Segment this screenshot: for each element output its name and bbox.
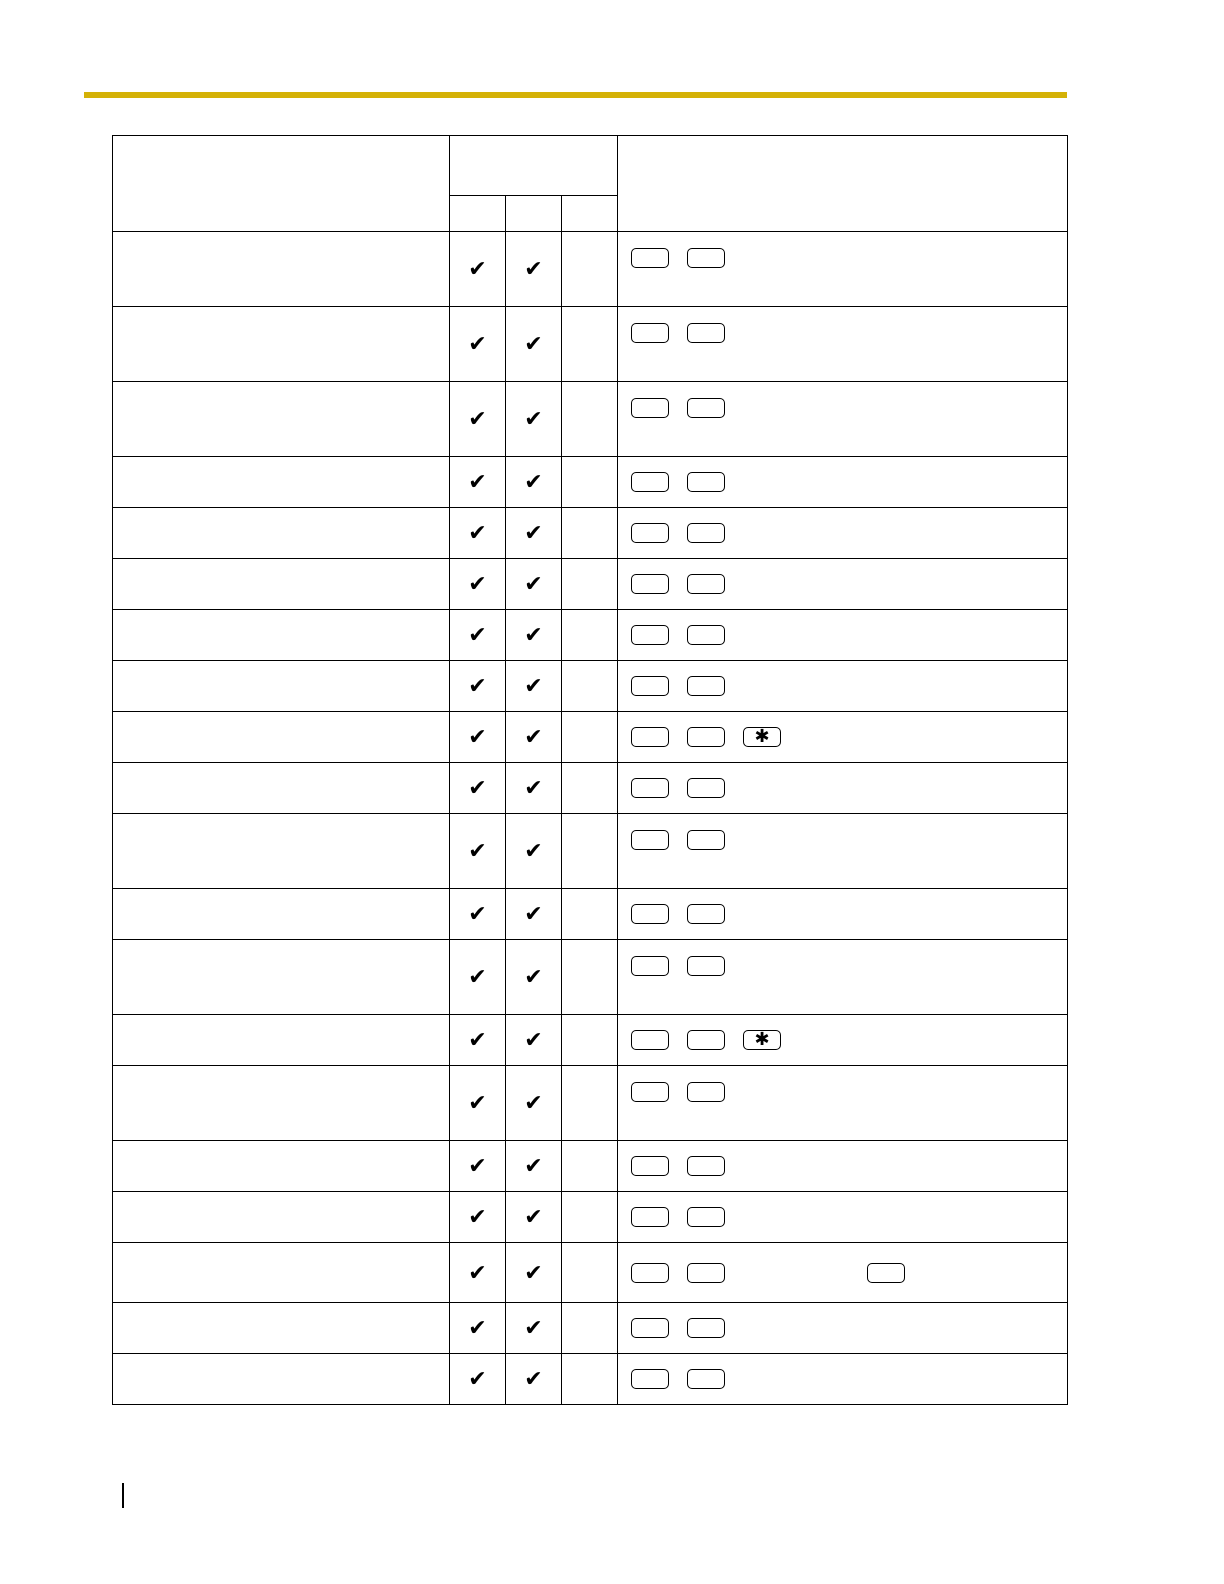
header-feature-cell (113, 136, 450, 232)
feature-cell (113, 1243, 450, 1303)
dial-key-icon (631, 830, 669, 850)
feature-cell (113, 1303, 450, 1354)
table-row (113, 1354, 1068, 1405)
feature-cell (113, 1192, 450, 1243)
dial-key-icon (687, 625, 725, 645)
empty-mark-cell (562, 1303, 618, 1354)
key-sequence (618, 954, 1067, 978)
key-sequence (618, 1316, 1067, 1340)
feature-cell (113, 763, 450, 814)
check-icon: ✔ (450, 232, 506, 307)
feature-cell (113, 661, 450, 712)
dial-key-icon (687, 727, 725, 747)
empty-mark-cell (562, 1243, 618, 1303)
check-icon: ✔ (506, 1066, 562, 1141)
empty-mark-cell (562, 814, 618, 889)
check-icon: ✔ (506, 1141, 562, 1192)
check-icon: ✔ (506, 712, 562, 763)
page-margin-marker (122, 1483, 124, 1508)
check-icon: ✔ (450, 1354, 506, 1405)
table-row (113, 610, 1068, 661)
table-row (113, 814, 1068, 889)
feature-cell (113, 1354, 450, 1405)
table-row (113, 1192, 1068, 1243)
empty-mark-cell (562, 232, 618, 307)
key-sequence (618, 1028, 1067, 1052)
table-row (113, 1303, 1068, 1354)
empty-mark-cell (562, 457, 618, 508)
dial-key-icon (687, 956, 725, 976)
operation-cell (618, 1141, 1068, 1192)
check-icon: ✔ (506, 763, 562, 814)
operation-cell (618, 508, 1068, 559)
check-icon: ✔ (450, 712, 506, 763)
empty-mark-cell (562, 559, 618, 610)
dial-key-icon (631, 1318, 669, 1338)
key-sequence (618, 725, 1067, 749)
empty-mark-cell (562, 307, 618, 382)
dial-key-icon (631, 625, 669, 645)
check-icon: ✔ (450, 889, 506, 940)
empty-mark-cell (562, 661, 618, 712)
star-key-icon: ✱ (743, 727, 781, 747)
dial-key-icon (687, 676, 725, 696)
dial-key-icon (687, 248, 725, 268)
feature-cell (113, 712, 450, 763)
feature-cell (113, 814, 450, 889)
operation-cell (618, 559, 1068, 610)
check-icon: ✔ (506, 814, 562, 889)
operation-cell (618, 1354, 1068, 1405)
key-sequence (618, 321, 1067, 345)
key-sequence (618, 1154, 1067, 1178)
dial-key-icon (631, 398, 669, 418)
table-row (113, 889, 1068, 940)
check-icon: ✔ (506, 610, 562, 661)
dial-key-icon (687, 1207, 725, 1227)
feature-cell (113, 307, 450, 382)
check-icon: ✔ (506, 307, 562, 382)
dial-key-icon (631, 727, 669, 747)
operation-cell (618, 661, 1068, 712)
check-icon: ✔ (506, 1192, 562, 1243)
key-sequence (618, 470, 1067, 494)
dial-key-icon (631, 676, 669, 696)
key-sequence (618, 623, 1067, 647)
dial-key-icon (687, 574, 725, 594)
dial-key-icon (631, 1369, 669, 1389)
dial-key-icon (631, 1263, 669, 1283)
dial-key-icon (631, 248, 669, 268)
table-row (113, 940, 1068, 1015)
table-row (113, 457, 1068, 508)
empty-mark-cell (562, 382, 618, 457)
dial-key-icon (631, 956, 669, 976)
dial-key-icon (687, 778, 725, 798)
key-sequence (618, 396, 1067, 420)
feature-cell (113, 940, 450, 1015)
table-row (113, 763, 1068, 814)
header-sub-cell-2 (506, 196, 562, 232)
check-icon: ✔ (450, 661, 506, 712)
dial-key-icon (631, 778, 669, 798)
operation-cell (618, 940, 1068, 1015)
table-row (113, 307, 1068, 382)
operation-cell (618, 763, 1068, 814)
check-icon: ✔ (506, 559, 562, 610)
key-sequence (618, 828, 1067, 852)
check-icon: ✔ (450, 940, 506, 1015)
check-icon: ✔ (506, 1303, 562, 1354)
key-sequence (618, 674, 1067, 698)
table-row (113, 1141, 1068, 1192)
empty-mark-cell (562, 610, 618, 661)
check-icon: ✔ (450, 1192, 506, 1243)
check-icon: ✔ (506, 889, 562, 940)
check-icon: ✔ (450, 1015, 506, 1066)
check-icon: ✔ (506, 1243, 562, 1303)
feature-cell (113, 559, 450, 610)
dial-key-icon (687, 323, 725, 343)
empty-mark-cell (562, 1015, 618, 1066)
check-icon: ✔ (506, 382, 562, 457)
check-icon: ✔ (506, 1354, 562, 1405)
empty-mark-cell (562, 1354, 618, 1405)
key-sequence (618, 902, 1067, 926)
header-sub-cell-1 (450, 196, 506, 232)
empty-mark-cell (562, 889, 618, 940)
table-body (113, 232, 1068, 1405)
dial-key-icon (631, 1156, 669, 1176)
check-icon: ✔ (450, 559, 506, 610)
dial-key-icon (631, 1030, 669, 1050)
check-icon: ✔ (506, 232, 562, 307)
operation-cell (618, 1243, 1068, 1303)
dial-key-icon (631, 574, 669, 594)
operation-cell (618, 232, 1068, 307)
key-sequence (618, 246, 1067, 270)
operation-cell (618, 610, 1068, 661)
table-row (113, 661, 1068, 712)
dial-key-icon (687, 1030, 725, 1050)
feature-cell (113, 889, 450, 940)
dial-key-icon (631, 904, 669, 924)
empty-mark-cell (562, 508, 618, 559)
check-icon: ✔ (506, 940, 562, 1015)
header-sub-cell-3 (562, 196, 618, 232)
check-icon: ✔ (506, 508, 562, 559)
dial-key-icon (687, 1156, 725, 1176)
header-group-cell (450, 136, 618, 196)
operation-cell (618, 889, 1068, 940)
key-sequence (618, 776, 1067, 800)
operation-cell (618, 814, 1068, 889)
table-row (113, 559, 1068, 610)
check-icon: ✔ (450, 307, 506, 382)
table-row (113, 712, 1068, 763)
operation-cell (618, 1015, 1068, 1066)
check-icon: ✔ (450, 382, 506, 457)
dial-key-icon (631, 1207, 669, 1227)
star-key-icon: ✱ (743, 1030, 781, 1050)
feature-cell (113, 382, 450, 457)
empty-mark-cell (562, 712, 618, 763)
dial-key-icon (631, 1082, 669, 1102)
check-icon: ✔ (450, 1303, 506, 1354)
feature-cell (113, 1141, 450, 1192)
command-table (112, 135, 1068, 1405)
empty-mark-cell (562, 1192, 618, 1243)
table-row (113, 232, 1068, 307)
table-row (113, 1066, 1068, 1141)
dial-key-icon (867, 1263, 905, 1283)
check-icon: ✔ (506, 457, 562, 508)
check-icon: ✔ (450, 763, 506, 814)
dial-key-icon (687, 523, 725, 543)
check-icon: ✔ (506, 1015, 562, 1066)
operation-cell (618, 1066, 1068, 1141)
operation-cell (618, 712, 1068, 763)
dial-key-icon (687, 1369, 725, 1389)
check-icon: ✔ (450, 508, 506, 559)
operation-cell (618, 382, 1068, 457)
check-icon: ✔ (450, 814, 506, 889)
table-row (113, 508, 1068, 559)
empty-mark-cell (562, 763, 618, 814)
operation-cell (618, 307, 1068, 382)
table-row (113, 382, 1068, 457)
key-sequence (618, 521, 1067, 545)
empty-mark-cell (562, 1066, 618, 1141)
key-sequence (618, 1367, 1067, 1391)
empty-mark-cell (562, 940, 618, 1015)
operation-cell (618, 1303, 1068, 1354)
dial-key-icon (631, 523, 669, 543)
feature-cell (113, 1066, 450, 1141)
dial-key-icon (687, 398, 725, 418)
dial-key-icon (687, 472, 725, 492)
table-row (113, 1015, 1068, 1066)
key-sequence (618, 1261, 1067, 1285)
dial-key-icon (687, 830, 725, 850)
table-row (113, 1243, 1068, 1303)
check-icon: ✔ (450, 1141, 506, 1192)
header-operation-cell (618, 136, 1068, 232)
dial-key-icon (687, 1082, 725, 1102)
check-icon: ✔ (450, 1066, 506, 1141)
check-icon: ✔ (450, 1243, 506, 1303)
header-rule (84, 92, 1067, 98)
feature-cell (113, 1015, 450, 1066)
empty-mark-cell (562, 1141, 618, 1192)
dial-key-icon (631, 472, 669, 492)
key-sequence (618, 572, 1067, 596)
feature-cell (113, 508, 450, 559)
check-icon: ✔ (450, 610, 506, 661)
check-icon: ✔ (450, 457, 506, 508)
feature-cell (113, 610, 450, 661)
operation-cell (618, 1192, 1068, 1243)
feature-cell (113, 457, 450, 508)
key-sequence (618, 1205, 1067, 1229)
operation-cell (618, 457, 1068, 508)
check-icon: ✔ (506, 661, 562, 712)
dial-key-icon (687, 1263, 725, 1283)
dial-key-icon (631, 323, 669, 343)
dial-key-icon (687, 904, 725, 924)
feature-cell (113, 232, 450, 307)
dial-key-icon (687, 1318, 725, 1338)
key-sequence (618, 1080, 1067, 1104)
